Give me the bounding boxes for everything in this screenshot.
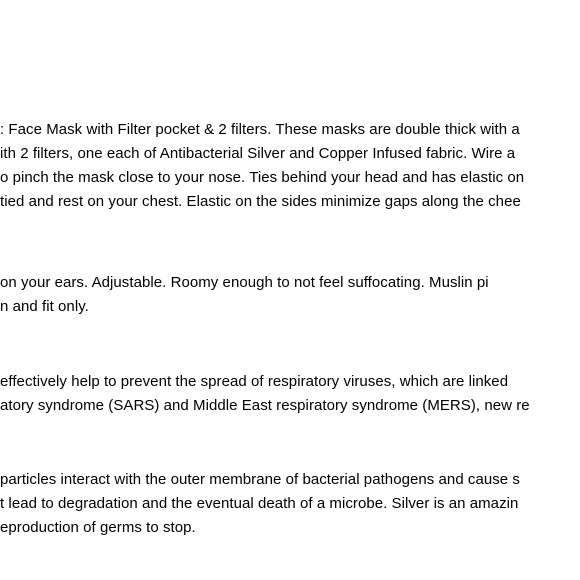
paragraph-3-line-2: atory syndrome (SARS) and Middle East respiratory syndrome (MERS), new re <box>0 397 530 414</box>
paragraph-4-line-2: t lead to degradation and the eventual death of a microbe. Silver is an amazin <box>0 495 519 512</box>
paragraph-3-line-1: effectively help to prevent the spread of respiratory viruses, which are linked <box>0 373 509 390</box>
paragraph-4-line-3: eproduction of germs to stop. <box>0 519 196 536</box>
paragraph-2-line-1: on your ears. Adjustable. Roomy enough to not feel suffocating. Muslin pi <box>0 274 489 291</box>
paragraph-1-line-1: : Face Mask with Filter pocket & 2 filters. These masks are double thick with a <box>0 121 520 138</box>
paragraph-2-line-2: n and fit only. <box>0 298 89 315</box>
paragraph-1-line-4: tied and rest on your chest. Elastic on the sides minimize gaps along the chee <box>0 193 521 210</box>
paragraph-1-line-2: ith 2 filters, one each of Antibacterial Silver and Copper Infused fabric. Wire a <box>0 145 516 162</box>
paragraph-4-line-1: particles interact with the outer membrane of bacterial pathogens and cause s <box>0 471 520 488</box>
paragraph-1-line-3: o pinch the mask close to your nose. Ties behind your head and has elastic on <box>0 169 525 186</box>
